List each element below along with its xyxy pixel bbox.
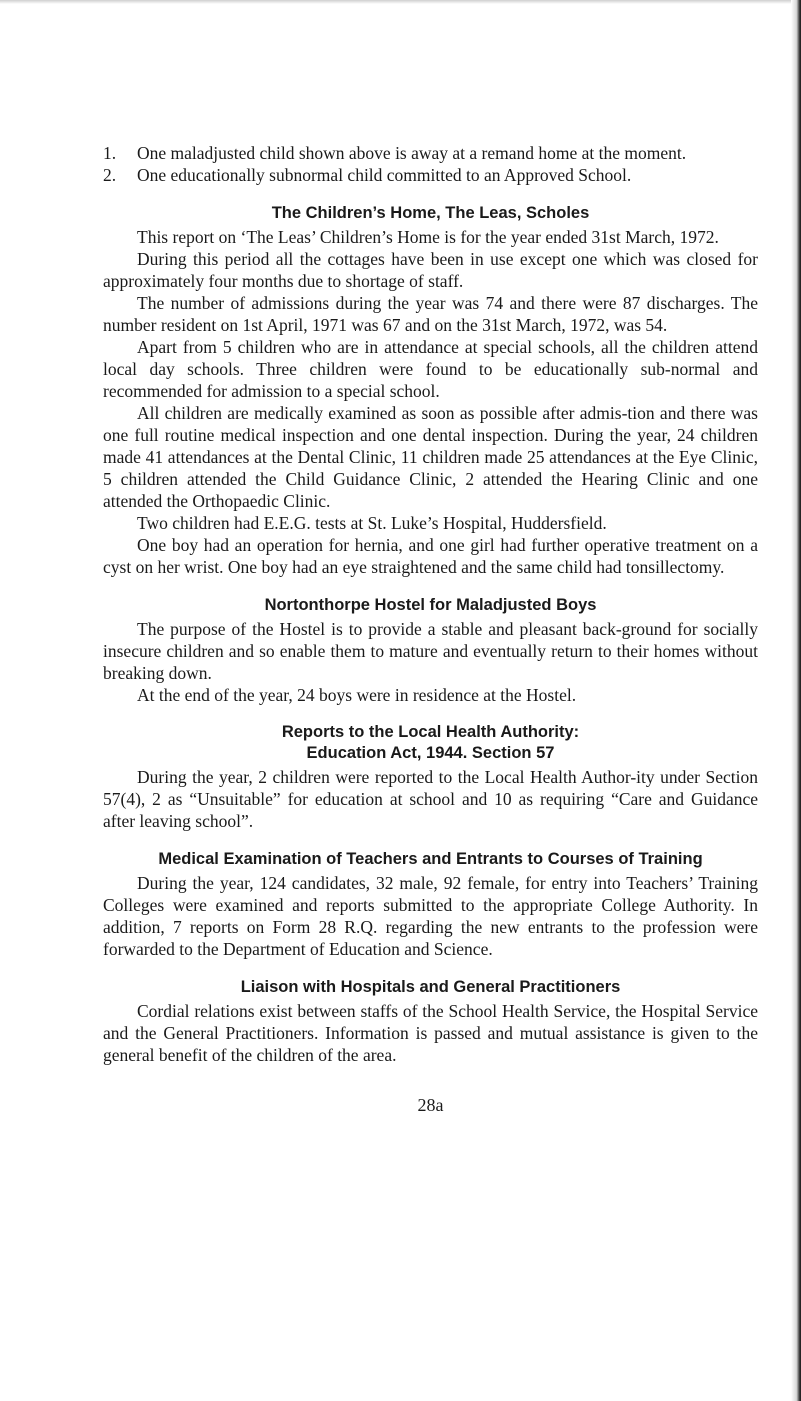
list-item-number: 2. [103,165,117,185]
scan-edge-right [791,0,801,1401]
paragraph: The number of admissions during the year was 74 and there were 87 discharges. The number resident on 1st April, 1971 was 67 and on the 31st March, 1972, was 54. [103,293,758,335]
section-heading-liaison: Liaison with Hospitals and General Practitioners [240,978,621,996]
section-heading-line: Reports to the Local Health Authority: [281,723,580,741]
paragraph: At the end of the year, 24 boys were in residence at the Hostel. [137,685,577,705]
section-heading-line: Education Act, 1944. Section 57 [306,744,555,762]
section-heading-nortonthorpe-hostel: Nortonthorpe Hostel for Maladjusted Boys [264,596,597,614]
section-heading-childrens-home: The Children’s Home, The Leas, Scholes [271,204,590,222]
list-item [103,142,758,164]
list-item-text: One educationally subnormal child committed to an Approved School. [137,165,632,185]
scan-edge-top [0,0,801,4]
paragraph: The purpose of the Hostel is to provide a stable and pleasant back-ground for socially insecure children and so enable them to mature and eventually return to their homes without breaking down. [103,619,758,683]
list-item-text: One maladjusted child shown above is away at a remand home at the moment. [137,143,687,163]
paragraph: Cordial relations exist between staffs of the School Health Service, the Hospital Service and the General Practitioners. Information is passed and mutual assistance is given to the general benefit of the children of the area. [103,1001,758,1065]
section-heading-medical-examination-teachers: Medical Examination of Teachers and Entrants to Courses of Training [158,850,703,868]
paragraph: During the year, 124 candidates, 32 male, 92 female, for entry into Teachers’ Training Colleges were examined and reports submitted to the appropriate College Authority. In addition, 7 reports on Form 28 R.Q. regarding the new entrants to the profession were forwarded to the Department of Education and Science. [103,873,758,959]
section-heading-reports-local-health [103,722,758,764]
list-item-number: 1. [103,143,117,163]
paragraph: This report on ‘The Leas’ Children’s Home is for the year ended 31st March, 1972. [137,227,719,247]
list-item [103,164,758,186]
paragraph: One boy had an operation for hernia, and one girl had further operative treatment on a cyst on her wrist. One boy had an eye straightened and the same child had tonsillectomy. [103,535,758,577]
paragraph: During this period all the cottages have been in use except one which was closed for approximately four months due to shortage of staff. [103,249,758,291]
document-page [103,142,758,1116]
paragraph: Apart from 5 children who are in attendance at special schools, all the children attend local day schools. Three children were found to be educationally sub-normal and recommended for admission to a special school. [103,337,758,401]
paragraph: During the year, 2 children were reported to the Local Health Author-ity under Section 57(4), 2 as “Unsuitable” for education at school and 10 as requiring “Care and Guidance after leaving school”. [103,767,758,831]
paragraph: All children are medically examined as soon as possible after admis-tion and there was one full routine medical inspection and one dental inspection. During the year, 24 children made 41 attendances at the Dental Clinic, 11 children made 25 attendances at the Eye Clinic, 5 children attended the Child Guidance Clinic, 2 attended the Hearing Clinic and one attended the Orthopaedic Clinic. [103,403,758,511]
page-number: 28a [417,1095,444,1115]
paragraph: Two children had E.E.G. tests at St. Luke’s Hospital, Huddersfield. [137,513,607,533]
